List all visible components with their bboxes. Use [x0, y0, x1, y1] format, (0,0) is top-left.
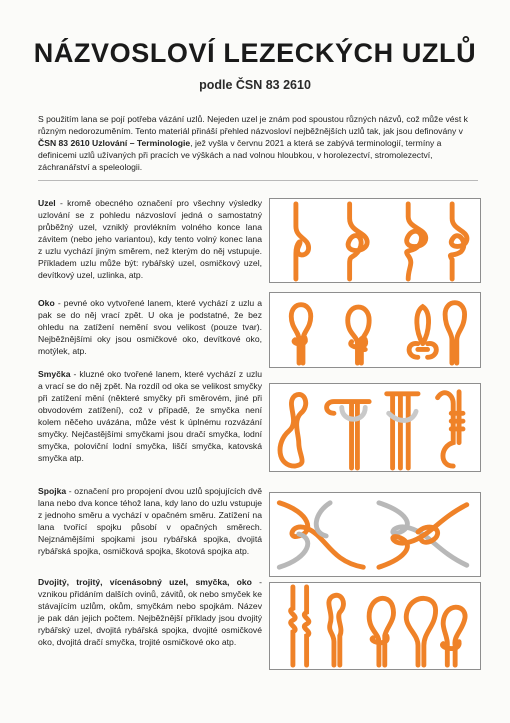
rope-double-overhand	[291, 587, 296, 665]
section-vicenasobny	[38, 576, 262, 648]
multiples-figure	[269, 582, 481, 670]
rope-figure-eight	[348, 204, 367, 279]
rope-fishermans-b	[279, 503, 330, 567]
rope-munter	[387, 394, 418, 468]
loops-figure	[269, 383, 481, 472]
rope-double-eight-loop	[369, 598, 393, 665]
eyes-figure	[269, 292, 481, 368]
rope-double-bowline	[406, 598, 435, 665]
rope-overhand	[296, 204, 309, 279]
page-title: NÁZVOSLOVÍ LEZECKÝCH UZLŮ	[33, 38, 477, 68]
page-subtitle: podle ČSN 83 2610	[199, 78, 311, 92]
bends-figure	[269, 492, 481, 577]
section-oko	[38, 297, 262, 357]
section-term: Spojka	[38, 486, 67, 496]
section-text: - kromě obecného označení pro všechny výsledky uzlování se z pohledu názvosloví jedná o samostatný průběžný uzel, vzniklý provlékním volného konce lana závitem (nebo jeho variantou), kdy tento volný konec lana z uzlu vychází jiným směrem, než kterým do něj vstupuje. Příkladem uzlu může být: rybářský uzel, osmičkový uzel, devítkový uzel, uzlinka, atp.	[38, 198, 262, 280]
section-uzel	[38, 197, 262, 281]
rope-double-fishermans	[329, 595, 344, 665]
knots-figure	[269, 198, 481, 283]
section-term: Uzel	[38, 198, 56, 208]
bends-illustration	[270, 493, 480, 576]
intro-text-1: S použitím lana se pojí potřeba vázání uzlů. Nejeden uzel je znám pod spoustou různých názvů, což může vést k různým nedorozuměním. Tento materiál přináší přehled názvosloví nejběžnějších uzlů tak, jak jsou definovány v	[38, 114, 468, 136]
rope-eye-3	[445, 303, 464, 363]
section-text: - kluzné oko tvořené lanem, které vychází z uzlu a vrací se do něj zpět. Na rozdíl od oka se velikost smyčky při zatížení mění (některé smyčky při směrovém, jiné při obvodovém zatížení), což v případě, že smyčka není kolem něčeho uvázána, může vést k úplnému rozvázání smyčky. Nejčastějšími smyčkami jsou dračí smyčka, lodní smyčka, poloviční lodní smyčka, liščí smyčka, katovská smyčka atp.	[38, 369, 262, 463]
knots-illustration	[270, 199, 480, 282]
section-text: - označení pro propojení dvou uzlů spojujících dvě lana nebo dva konce téhož lana, kdy lano do uzlu vstupuje z jednoho směru a vychází v opačném směru. Zatížení na lana tvořící spojku působí v opačných směrech. Nejznámějšími spojkami jsou rybářská spojka, dvojitá rybářská spojka, osmičková spojka, škotová spojka atp.	[38, 486, 262, 556]
rope-figure-nine	[407, 204, 426, 279]
eyes-illustration	[270, 293, 480, 367]
rope-bowline	[280, 394, 306, 466]
section-term: Oko	[38, 298, 55, 308]
intro-text-2: , jež vyšla v červnu 2021 a která se zabývá terminologií, termíny a definicemi uzlů užívaných při pracích ve výškách a nad volnou hloubkou, v horolezectví, stromolezectví, záchranářství a speleologii.	[38, 138, 442, 172]
loops-illustration	[270, 384, 480, 471]
section-smycka	[38, 368, 262, 464]
rope-triple-eight	[443, 607, 465, 665]
section-spojka	[38, 485, 262, 557]
multiples-illustration	[270, 583, 480, 669]
intro-standard: ČSN 83 2610 Uzlování – Terminologie	[38, 138, 191, 148]
section-term: Smyčka	[38, 369, 71, 379]
rope-eye-2	[348, 307, 369, 363]
rope-eye-1	[291, 305, 310, 363]
intro-paragraph	[38, 113, 478, 173]
section-text: - vznikou přidáním dalších ovinů, závitů, ok nebo smyček ke stávajícím uzlům, okům, smyčkám nebo spojkám. Název je pak dán jejich počtem. Nejběžnější příklady jsou dvojitý rybářský uzel, dvojitá rybářská spojka, dvojité osmičkové oko, dvojitá dračí smyčka, trojité osmičkové oko atp.	[38, 577, 262, 647]
rope-stevedore	[450, 204, 467, 279]
section-text: - pevné oko vytvořené lanem, které vychází z uzlu a pak se do něj vrací zpět. U oka je podstatné, že bez ohledu na zatížení nemění svou velikost (pouze tvar). Nejběžnějšími oky jsou osmičkové oko, devítkové oko, motýlek, atp.	[38, 298, 262, 356]
divider	[38, 180, 478, 181]
section-term: Dvojitý, trojitý, vícenásobný uzel, smyčka, oko	[38, 577, 252, 587]
